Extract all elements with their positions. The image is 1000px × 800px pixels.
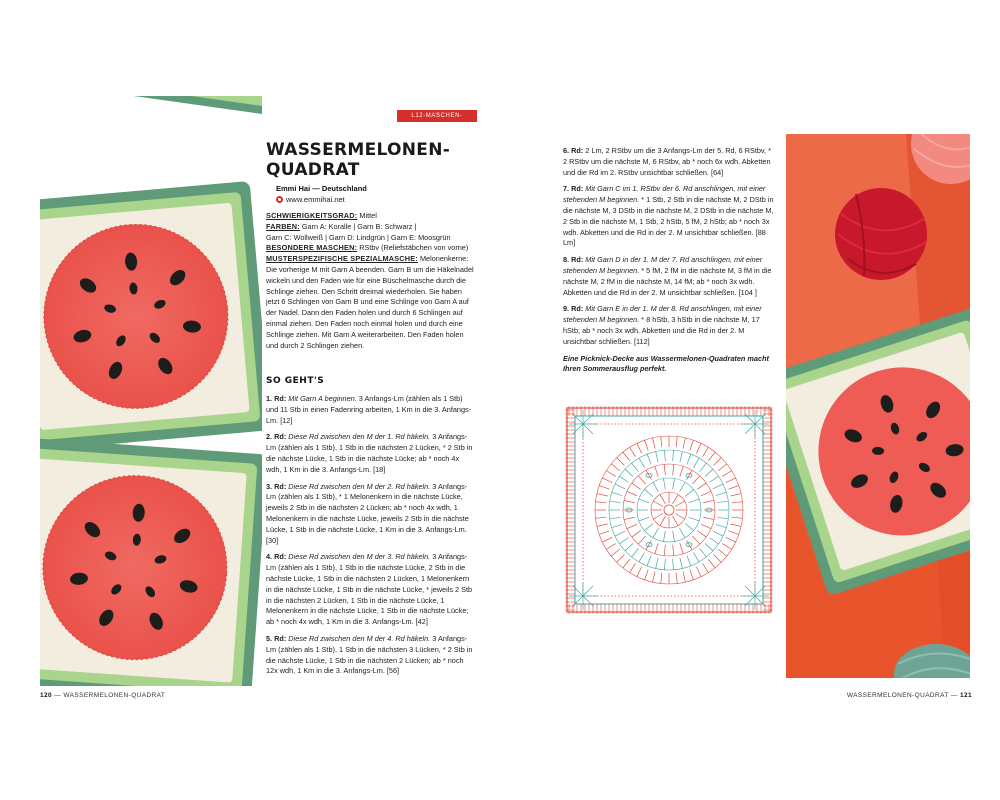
author-website[interactable] xyxy=(276,195,345,204)
step-5-text: 3 Anfangs-Lm (zählen als 1 Stb), 1 Stb in die nächsten 3 Lücken, * 2 Stb in die nächste Lücke, 1 Stb in die nächsten 2 Lücken; ab * noch 12x wdh, 1 Km in die 3. Anfangs-Lm. [56] xyxy=(266,633,473,676)
special-label: BESONDERE MASCHEN: xyxy=(266,243,358,253)
step-7-text: * 1 Stb, 2 Stb in die nächste M, 2 DStb in die nächste M, 3 DStb in die nächste M, 2 DStb in die nächste M, 2 Stb in die nächste M, 1 Stb, 2 hStb, 5 fM, 2 hStb; ab * noch 3x wdh. Abketten und die Rd in der 2. M unsichtbar schließen. [88 Lm] xyxy=(563,195,774,248)
special-value: RStbv (Reliefstäbchen von vorne) xyxy=(357,243,469,253)
page-title xyxy=(266,140,486,180)
special-line xyxy=(266,243,476,254)
step-6-num: 6. Rd: xyxy=(563,146,584,155)
title-line-1: WASSERMELONEN- xyxy=(266,140,451,160)
difficulty-value: Mittel xyxy=(357,211,377,220)
step-4 xyxy=(266,552,476,628)
colors-line-2: Garn C: Wollweiß | Garn D: Lindgrün | Garn E: Moosgrün xyxy=(266,232,451,242)
step-6-text: 2 Lm, 2 RStbv um die 3 Anfangs-Lm der 5. Rd, 6 RStbv, * 2 RStbv um die nächste M, 6 RStbv, ab * noch 6x wdh. Abketten und die Rd im 2. RStbv unsichtbar schließen. [64] xyxy=(563,146,771,177)
step-9-num: 9. Rd: xyxy=(563,304,584,314)
page-number-right: 121 xyxy=(959,692,972,699)
pattern-line xyxy=(266,254,476,351)
step-8-intro: Mit Garn D in der 1. M der 7. Rd anschlingen, mit einer stehenden M beginnen. xyxy=(563,255,763,275)
step-3 xyxy=(266,482,476,547)
step-5-intro: Diese Rd zwischen den M der 4. Rd häkeln. xyxy=(286,633,431,643)
step-3-intro: Diese Rd zwischen den M der 2. Rd häkeln. xyxy=(286,481,431,491)
step-2 xyxy=(266,432,476,475)
crochet-square-2 xyxy=(40,437,262,686)
step-4-num: 4. Rd: xyxy=(266,552,287,562)
difficulty-label: SCHWIERIGKEITSGRAD: xyxy=(266,211,358,220)
step-4-intro: Diese Rd zwischen den M der 3. Rd häkeln. xyxy=(286,552,431,562)
step-8 xyxy=(563,255,775,298)
red-yarn-ball xyxy=(835,188,927,280)
step-9-intro: Mit Garn E in der 1. M der 8. Rd anschlingen, mit einer stehenden M beginnen. xyxy=(563,304,762,325)
step-7-num: 7. Rd: xyxy=(563,184,584,194)
steps-left-column xyxy=(266,394,476,683)
author-name: Emmi Hai — Deutschland xyxy=(276,184,367,193)
step-2-intro: Diese Rd zwischen den M der 1. Rd häkeln. xyxy=(286,432,431,442)
crochet-chart xyxy=(563,404,775,616)
website-text: www.emmihai.net xyxy=(286,195,345,204)
right-photo xyxy=(786,134,970,678)
watermelon-squares-photo xyxy=(40,96,262,686)
step-7-intro: Mit Garn C im 1. RStbv der 6. Rd anschlingen, mit einer stehenden M beginnen. xyxy=(563,184,766,205)
yarn-and-square-photo xyxy=(786,134,970,678)
web-icon xyxy=(276,196,283,203)
step-5-num: 5. Rd: xyxy=(266,633,287,643)
step-3-num: 3. Rd: xyxy=(266,481,287,491)
title-line-2: QUADRAT xyxy=(266,160,360,180)
step-2-text: 3 Anfangs-Lm (zählen als 1 Stb), 1 Stb in die nächsten 2 Lücken, * 2 Stb in die nächste Lücke, 1 Stb in die nächste Lücke; ab * noch 4x wdh, 1 Km in die 3. Anfangs-Lm. [18] xyxy=(266,432,473,474)
step-8-num: 8. Rd: xyxy=(563,255,584,265)
section-tag: L12-MASCHEN-QUADRAT xyxy=(397,110,477,122)
page-number-left: 120 xyxy=(40,692,53,699)
footer-left xyxy=(40,692,165,699)
step-8-text: * 5 fM, 2 fM in die nächste M, 3 fM in die nächste M, 2 fM in die nächste M, 14 fM; ab * noch 3x wdh. Abketten und die Rd in der 2. M unsichtbar schließen. [104 ] xyxy=(563,265,772,297)
colors-value-1: Garn A: Koralle | Garn B: Schwarz | xyxy=(299,221,417,231)
step-9 xyxy=(563,304,775,347)
step-1 xyxy=(266,394,476,426)
step-9-text: * 8 hStb, 3 hStb in die nächste M, 17 hStb; ab * noch 3x wdh. Abketten und die Rd in der 2. M unsichtbar schließen. [112] xyxy=(563,315,760,346)
step-6 xyxy=(563,146,775,178)
step-7 xyxy=(563,184,775,249)
step-1-num: 1. Rd: xyxy=(266,394,287,403)
steps-heading: SO GEHT'S xyxy=(266,376,325,386)
step-4-text: 3 Anfangs-Lm (zählen als 1 Stb), 1 Stb in die nächste Lücke, 2 Stb in die nächste Lücke, 1 Stb in die nächsten 2 Lücken, 1 Melonenkern in die nächste Lücke, 1 Stb in die nächste Lücke, * jeweils 2 Stb in die nächsten 2 Lücken, 1 Stb in die nächste Lücke, 1 Melonenkern in die nächste Lücke, 1 Stb in die nächste Lücke; ab * noch 4x wdh, 1 Km in die 3. Anfangs-Lm. [42] xyxy=(266,552,473,627)
left-photo xyxy=(40,96,262,686)
crochet-square-1 xyxy=(40,181,262,452)
closing-note: Eine Picknick-Decke aus Wassermelonen-Quadraten macht Ihren Sommerausflug perfekt. xyxy=(563,353,769,374)
footer-right-text: WASSERMELONEN-QUADRAT — xyxy=(846,692,960,699)
step-3-text: 3 Anfangs-Lm (zählen als 1 Stb), * 1 Melonenkern in die nächste Lücke, jeweils 2 Stb in die nächsten 2 Lücken; ab * noch 4x wdh, 1 Melonenkern in die nächste Lücke, jeweils 2 Stb in die nächste Lücke, 1 Stb in die nächste Lücke, 1 Km in die 3. Anfangs-Lm. [30] xyxy=(266,481,469,545)
pattern-label: MUSTERSPEZIFISCHE SPEZIALMASCHE: xyxy=(266,254,418,264)
pattern-meta xyxy=(266,211,476,351)
step-1-intro: Mit Garn A beginnen. xyxy=(286,394,357,403)
pattern-value: Melonenkerne: Die vorherige M mit Garn A beenden. Garn B um die Häkelnadel wickeln und den Faden wie für eine Büschelmasche durch die Schlinge ziehen. Den Schritt dreimal wiederholen. Sie haben jetzt 6 Schlingen von Garn B und eine Schlinge von Garn A auf der Nadel. Dann den Faden holen und durch 6 Schlingen auf einmal ziehen. Den Faden noch einmal holen und durch eine Schlinge ziehen. Mit Garn A weiterarbeiten. Den Faden holen und durch 2 Schlingen ziehen. xyxy=(266,254,474,350)
footer-right xyxy=(847,692,972,699)
footer-left-text: — WASSERMELONEN-QUADRAT xyxy=(52,692,166,699)
step-1-text: 3 Anfangs-Lm (zählen als 1 Stb) und 11 Stb in einen Fadenring arbeiten, 1 Km in die 3. Anfangs-Lm. [12] xyxy=(266,394,472,425)
colors-label: FARBEN: xyxy=(266,221,300,231)
steps-right-column xyxy=(563,146,775,381)
difficulty-line xyxy=(266,211,476,222)
crochet-chart-svg xyxy=(563,404,775,616)
step-5 xyxy=(266,634,476,677)
colors-line xyxy=(266,222,476,233)
step-2-num: 2. Rd: xyxy=(266,432,287,442)
